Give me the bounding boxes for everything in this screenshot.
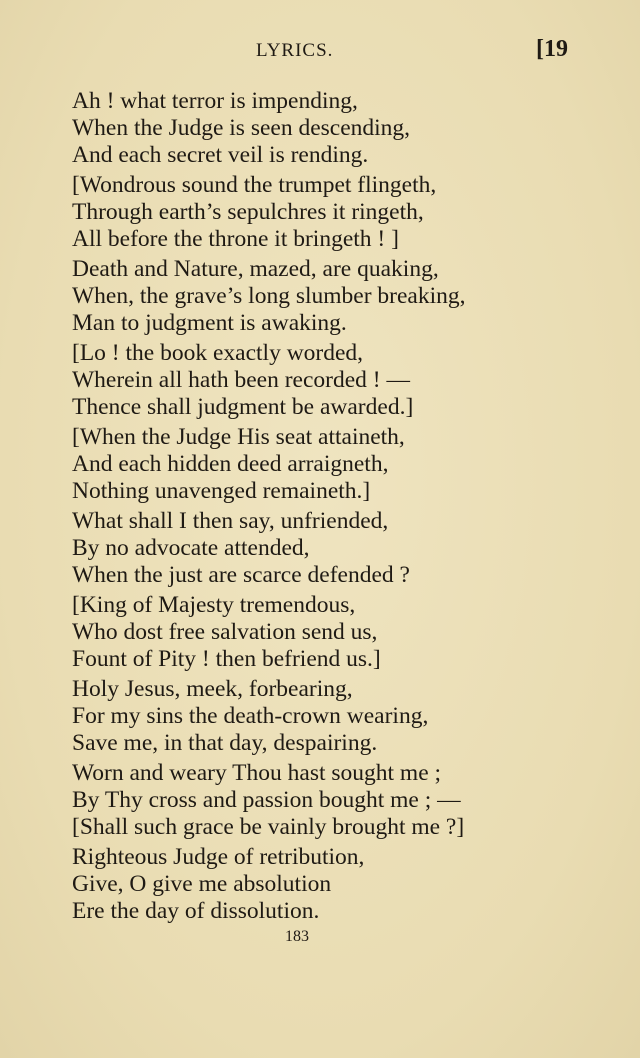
verse-line: And each secret veil is rending. — [72, 142, 369, 168]
verse-line: Through earth’s sepulchres it ringeth, — [72, 199, 424, 225]
verse-line: Thence shall judgment be awarded.] — [72, 394, 414, 420]
verse-line: By no advocate attended, — [72, 535, 310, 561]
verse-line: By Thy cross and passion bought me ; — — [72, 787, 461, 813]
verse-line: Ah ! what terror is impending, — [72, 88, 358, 114]
verse-line: Wherein all hath been recorded ! — — [72, 367, 410, 393]
verse-line: When the Judge is seen descending, — [72, 115, 411, 141]
stanza — [72, 676, 592, 757]
verse-line: [When the Judge His seat attaineth, — [72, 424, 405, 450]
verse-line: [King of Majesty tremendous, — [72, 592, 356, 618]
stanza — [72, 88, 592, 169]
page-reference: [19 — [536, 36, 568, 62]
verse-line: Save me, in that day, despairing. — [72, 730, 378, 756]
verse-line: Holy Jesus, meek, forbearing, — [72, 676, 353, 702]
verse-line: [Shall such grace be vainly brought me ?] — [72, 814, 465, 840]
stanza — [72, 508, 592, 589]
stanza — [72, 760, 592, 841]
verse-line: What shall I then say, unfriended, — [72, 508, 389, 534]
verse-line: Nothing unavenged remaineth.] — [72, 478, 371, 504]
verse-line: Man to judgment is awaking. — [72, 310, 347, 336]
verse-line: Worn and weary Thou hast sought me ; — [72, 760, 442, 786]
verse-line: Fount of Pity ! then befriend us.] — [72, 646, 381, 672]
stanza — [72, 172, 592, 253]
verse-line: Death and Nature, mazed, are quaking, — [72, 256, 439, 282]
verse-line: [Wondrous sound the trumpet flingeth, — [72, 172, 437, 198]
stanza — [72, 256, 592, 337]
stanza — [72, 424, 592, 505]
verse-line: Righteous Judge of retribution, — [72, 844, 365, 870]
verse-line: When the just are scarce defended ? — [72, 562, 410, 588]
stanza — [72, 592, 592, 673]
verse-line: [Lo ! the book exactly worded, — [72, 340, 364, 366]
verse-line: Give, O give me absolution — [72, 871, 332, 897]
verse-line: When, the grave’s long slumber breaking, — [72, 283, 466, 309]
stanza — [72, 340, 592, 421]
folio-number: 183 — [285, 928, 309, 945]
running-head: LYRICS. — [256, 40, 334, 61]
verse-line: And each hidden deed arraigneth, — [72, 451, 389, 477]
verse-line: Ere the day of dissolution. — [72, 898, 320, 924]
verse-line: Who dost free salvation send us, — [72, 619, 378, 645]
stanza — [72, 844, 592, 925]
verse-line: All before the throne it bringeth ! ] — [72, 226, 399, 252]
verse-line: For my sins the death-crown wearing, — [72, 703, 429, 729]
